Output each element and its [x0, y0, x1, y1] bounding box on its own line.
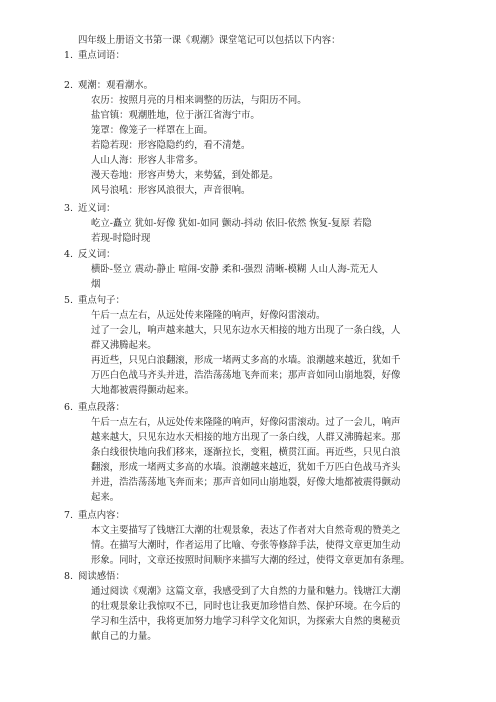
- text-line: 学习和生活中，我将更加努力地学习科学文化知识，为探索大自然的奥秘贡: [91, 616, 401, 627]
- section-title: 重点句子：: [78, 295, 125, 306]
- text-line: 农历：按照月亮的月相来调整的历法，与阳历不同。: [91, 95, 307, 106]
- text-line: 条白线很快地向我们移来，逐渐拉长，变粗，横贯江面。再近些，只见白浪: [91, 447, 401, 458]
- text-line: 翻滚，形成一堵两丈多高的水墙。浪潮越来越近，犹如千万匹白色战马齐头: [91, 462, 401, 473]
- text-line: 午后一点左右，从远处传来隆隆的响声，好像闷雷滚动。: [91, 310, 326, 321]
- section-title: 近义词：: [78, 203, 116, 214]
- section-number: 7.: [64, 510, 73, 521]
- section-body: [91, 415, 443, 505]
- text-line: 屹立-矗立 犹如-好像 犹如-如同 颤动-抖动 依旧-依然 恢复-复原 若隐: [91, 218, 372, 229]
- section-title: 阅读感悟：: [78, 571, 125, 582]
- text-line: 盐官镇：观潮胜地，位于浙江省海宁市。: [91, 110, 260, 121]
- text-line: 烟: [91, 279, 101, 290]
- text-line: 再近些，只见白浪翻滚，形成一堵两丈多高的水墙。浪潮越来越近，犹如千: [91, 355, 401, 366]
- text-line: 起来。: [91, 492, 120, 503]
- section-title: 重点段落：: [78, 402, 125, 413]
- text-line: 万匹白色战马齐头并进，浩浩荡荡地飞奔而来；那声音如同山崩地裂，好像: [91, 370, 401, 381]
- section-number: 2.: [64, 80, 73, 91]
- text-line: 越来越大，只见东边水天相接的地方出现了一条白线，人群又沸腾起来。那: [91, 432, 401, 443]
- section-number: 8.: [64, 571, 73, 582]
- section-body: [91, 262, 443, 292]
- section-title: 重点词语：: [78, 50, 125, 61]
- text-line: 情。在描写大潮时，作者运用了比喻、夸张等修辞手法，使得文章更加生动: [91, 540, 401, 551]
- section-body: [91, 93, 443, 198]
- section-number: 1.: [64, 50, 73, 61]
- text-line: 人山人海：形容人非常多。: [91, 155, 204, 166]
- text-line: 通过阅读《观潮》这篇文章，我感受到了大自然的力量和魅力。钱塘江大潮: [91, 586, 401, 597]
- section-body: [91, 308, 443, 398]
- text-line: 群又沸腾起来。: [91, 340, 157, 351]
- text-line: 横卧-竖立 震动-静止 喧闹-安静 柔和-强烈 清晰-模糊 人山人海-荒无人: [91, 264, 379, 275]
- section-body: [91, 523, 443, 568]
- section-number: 4.: [64, 249, 73, 260]
- section-title: 观潮：观看潮水。: [78, 80, 154, 91]
- text-line: 若隐若现：形容隐隐约约，看不清楚。: [91, 140, 251, 151]
- section-title: 反义词：: [78, 249, 116, 260]
- text-line: 过了一会儿，响声越来越大，只见东边水天相接的地方出现了一条白线，人: [91, 325, 401, 336]
- text-line: 风号浪吼：形容风浪很大，声音很响。: [91, 185, 251, 196]
- text-line: 形象。同时，文章还按照时间顺序来描写大潮的经过，使得文章更加有条理。: [91, 555, 410, 566]
- text-line: 并进，浩浩荡荡地飞奔而来；那声音如同山崩地裂，好像大地都被震得颤动: [91, 477, 401, 488]
- text-line: 笼罩：像笼子一样罩在上面。: [91, 125, 213, 136]
- text-line: 的壮观景象让我惊叹不已，同时也让我更加珍惜自然、保护环境。在今后的: [91, 601, 401, 612]
- section-body: [91, 216, 443, 246]
- text-line: 大地都被震得颤动起来。: [91, 385, 195, 396]
- section-number: 6.: [64, 402, 73, 413]
- text-line: 漫天卷地：形容声势大，来势猛，到处都是。: [91, 170, 279, 181]
- text-line: 献自己的力量。: [91, 631, 157, 642]
- section-number: 5.: [64, 295, 73, 306]
- text-line: 本文主要描写了钱塘江大潮的壮观景象，表达了作者对大自然奇观的赞美之: [91, 525, 401, 536]
- section-body: [91, 584, 443, 644]
- text-line: 午后一点左右，从远处传来隆隆的响声，好像闷雷滚动。过了一会儿，响声: [91, 417, 401, 428]
- section-number: 3.: [64, 203, 73, 214]
- section-title: 重点内容：: [78, 510, 125, 521]
- text-line: 若现-时隐时现: [91, 233, 151, 244]
- intro-text: 四年级上册语文书第一课《观潮》课堂笔记可以包括以下内容：: [78, 35, 341, 46]
